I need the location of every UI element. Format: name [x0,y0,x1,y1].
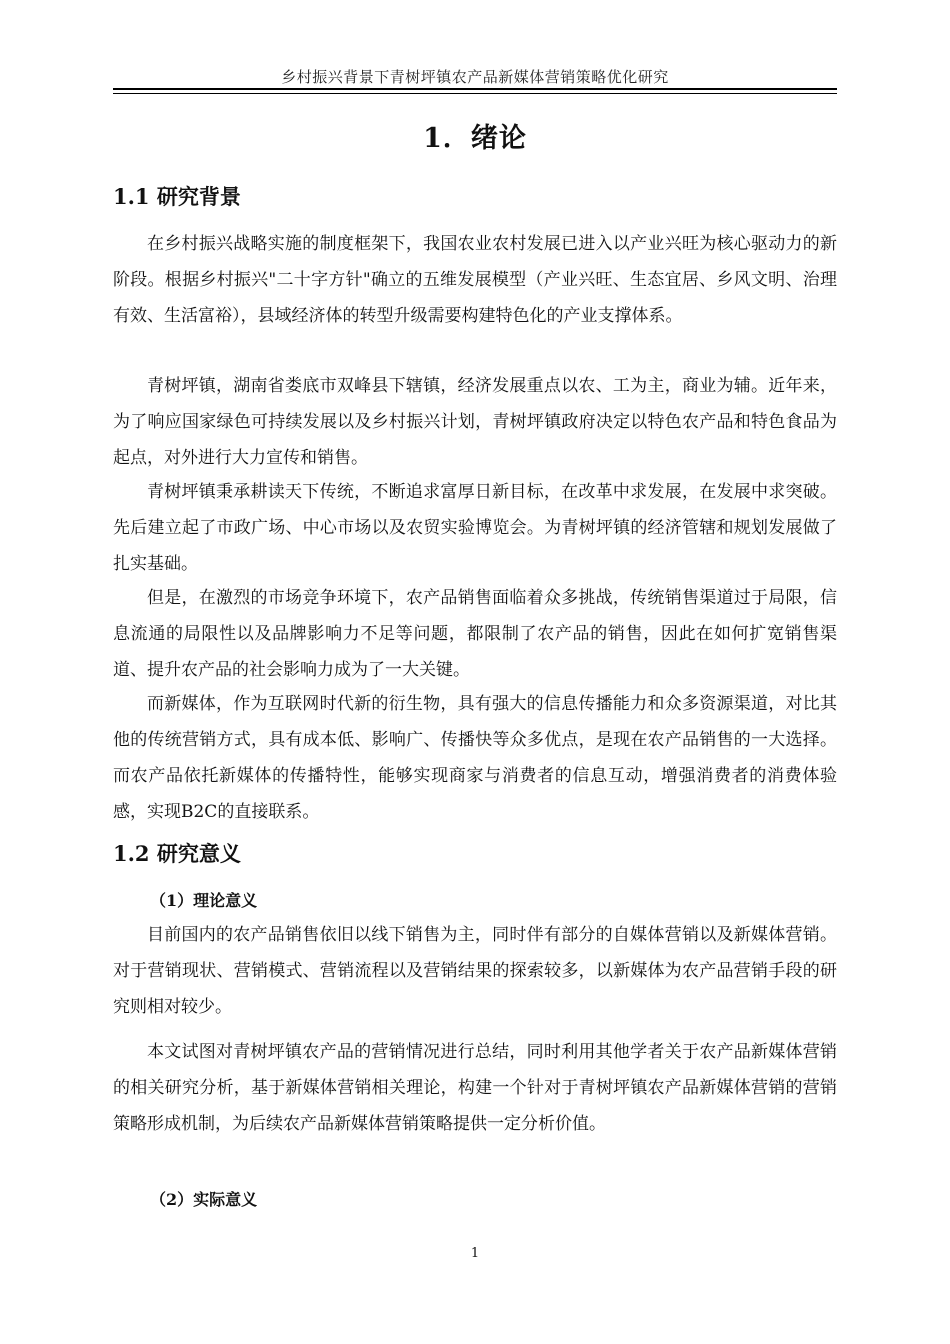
paragraph-background-3: 青树坪镇秉承耕读天下传统，不断追求富厚日新目标，在改革中求发展，在发展中求突破。先后建立起了市政广场、中心市场以及农贸实验博览会。为青树坪镇的经济管辖和规划发展做了扎实基础。 [113,482,837,574]
subsection-title-practical: （2）实际意义 [150,1190,258,1209]
subsection-title-theoretical: （1）理论意义 [150,891,258,910]
paragraph-background-1: 在乡村振兴战略实施的制度框架下，我国农业农村发展已进入以产业兴旺为核心驱动力的新阶段。根据乡村振兴"二十字方针"确立的五维发展模型（产业兴旺、生态宜居、乡风文明、治理有效、生活富裕），县域经济体的转型升级需要构建特色化的产业支撑体系。 [113,234,837,326]
paragraph-theoretical-1: 目前国内的农产品销售依旧以线下销售为主，同时伴有部分的自媒体营销以及新媒体营销。对于营销现状、营销模式、营销流程以及营销结果的探索较多，以新媒体为农产品营销手段的研究则相对较少。 [113,925,837,1017]
paragraph-background-4: 但是，在激烈的市场竞争环境下，农产品销售面临着众多挑战，传统销售渠道过于局限，信息流通的局限性以及品牌影响力不足等问题，都限制了农产品的销售，因此在如何扩宽销售渠道、提升农产品的社会影响力成为了一大关键。 [113,588,837,680]
section-title-significance: 1.2 研究意义 [113,841,241,866]
running-header: 乡村振兴背景下青树坪镇农产品新媒体营销策略优化研究 [281,68,669,86]
paragraph-background-5: 而新媒体，作为互联网时代新的衍生物，具有强大的信息传播能力和众多资源渠道，对比其他的传统营销方式，具有成本低、影响广、传播快等众多优点，是现在农产品销售的一大选择。而农产品依托新媒体的传播特性，能够实现商家与消费者的信息互动，增强消费者的消费体验感，实现B2C的直接联系。 [113,694,837,822]
section-title-background: 1.1 研究背景 [113,184,241,209]
paragraph-theoretical-2: 本文试图对青树坪镇农产品的营销情况进行总结，同时利用其他学者关于农产品新媒体营销的相关研究分析，基于新媒体营销相关理论，构建一个针对于青树坪镇农产品新媒体营销的营销策略形成机制，为后续农产品新媒体营销策略提供一定分析价值。 [113,1042,837,1134]
page-number: 1 [470,1246,480,1261]
header-rule-thick [113,88,837,90]
chapter-title: 1．绪论 [423,123,527,154]
paragraph-background-2: 青树坪镇，湖南省娄底市双峰县下辖镇，经济发展重点以农、工为主，商业为辅。近年来，为了响应国家绿色可持续发展以及乡村振兴计划，青树坪镇政府决定以特色农产品和特色食品为起点，对外进行大力宣传和销售。 [113,376,837,468]
header-rule-thin [113,93,837,94]
